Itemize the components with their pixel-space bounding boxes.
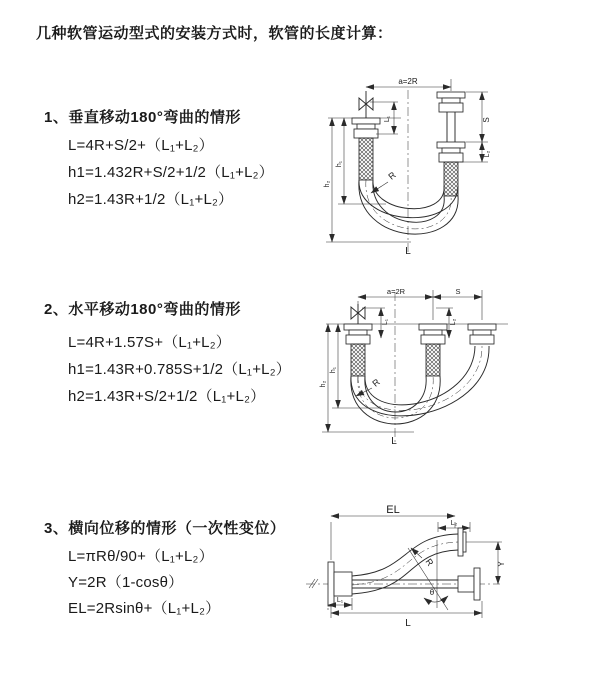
dim-length xyxy=(331,601,482,629)
pipe-break-mark xyxy=(309,579,318,588)
right-pipe-assembly xyxy=(468,324,496,344)
section-2-formula-h2: h2=1.43R+S/2+1/2（L₁+L₂） xyxy=(68,388,266,405)
valve-icon xyxy=(359,91,373,118)
length-label: L xyxy=(391,436,397,447)
radius-label: R xyxy=(386,169,398,182)
dim-h1-label: h₁ xyxy=(336,160,343,168)
dim-width-label: a=2R xyxy=(398,77,418,86)
dim-l2-label: L₂ xyxy=(450,318,457,326)
dim-l1-label: L₁ xyxy=(382,318,389,326)
section-1-formula-L: L=4R+S/2+（L₁+L₂） xyxy=(68,137,214,154)
section-2-formula-h1: h1=1.43R+0.785S+1/2（L₁+L₂） xyxy=(68,361,291,378)
diagram-horizontal-travel-180-bend xyxy=(308,282,588,454)
dim-width-label: a=2R xyxy=(386,287,406,296)
hose-u-bend xyxy=(359,180,458,234)
section-3-formula-EL: EL=2Rsinθ+（L₁+L₂） xyxy=(68,600,221,617)
diagram-vertical-travel-180-bend xyxy=(308,74,573,259)
section-3-formula-Y: Y=2R（1-cosθ） xyxy=(68,574,184,591)
page-title: 几种软管运动型式的安装方式时，软管的长度计算： xyxy=(36,25,393,42)
radius-label: R xyxy=(423,556,436,568)
section-3-formula-L: L=πRθ/90+（L₁+L₂） xyxy=(68,548,214,565)
dim-l2 xyxy=(438,520,470,532)
length-label: L xyxy=(405,618,411,629)
left-pipe-assembly xyxy=(352,118,380,180)
theta-label: θ xyxy=(429,588,435,597)
dim-width-a2r xyxy=(358,287,482,320)
middle-pipe-assembly xyxy=(419,324,447,376)
dim-stroke-label: S xyxy=(455,287,461,296)
dim-width-a2r xyxy=(366,77,451,91)
length-label: L xyxy=(405,246,411,257)
section-3-heading: 3、横向位移的情形（一次性变位） xyxy=(44,520,286,537)
dim-stroke-label: S xyxy=(482,117,491,123)
section-1-formula-h1: h1=1.432R+S/2+1/2（L₁+L₂） xyxy=(68,164,274,181)
dim-stroke-s xyxy=(460,92,491,162)
right-pipe-assembly xyxy=(437,92,465,196)
dim-h2-label: h₂ xyxy=(320,380,327,388)
left-pipe-assembly xyxy=(344,324,372,376)
dim-l1-label: L₁ xyxy=(336,597,344,604)
valve-icon xyxy=(351,304,365,324)
diagram-lateral-displacement xyxy=(298,498,598,646)
dim-h2-label: h₂ xyxy=(324,180,331,188)
section-1-heading: 1、垂直移动180°弯曲的情形 xyxy=(44,109,241,126)
dim-el-label: EL xyxy=(386,504,400,516)
radius-leader xyxy=(356,376,382,396)
hose-u-bend xyxy=(351,346,489,424)
dim-y-label: Y xyxy=(497,561,506,567)
braided-hose-section xyxy=(444,162,458,196)
dim-h1-label: h₁ xyxy=(330,366,337,374)
dim-l2-label: L₂ xyxy=(484,150,491,158)
section-1-formula-h2: h2=1.43R+1/2（L₁+L₂） xyxy=(68,191,234,208)
dim-el xyxy=(331,504,455,560)
braided-hose-section xyxy=(426,344,440,376)
section-2-heading: 2、水平移动180°弯曲的情形 xyxy=(44,301,241,318)
dim-l1-label: L₁ xyxy=(384,115,391,123)
braided-hose-section xyxy=(351,344,365,376)
section-2-formula-L: L=4R+1.57S+（L₁+L₂） xyxy=(68,334,231,351)
braided-hose-section xyxy=(359,138,373,180)
dim-l2-label: L₂ xyxy=(450,520,458,527)
radius-label: R xyxy=(370,376,382,389)
